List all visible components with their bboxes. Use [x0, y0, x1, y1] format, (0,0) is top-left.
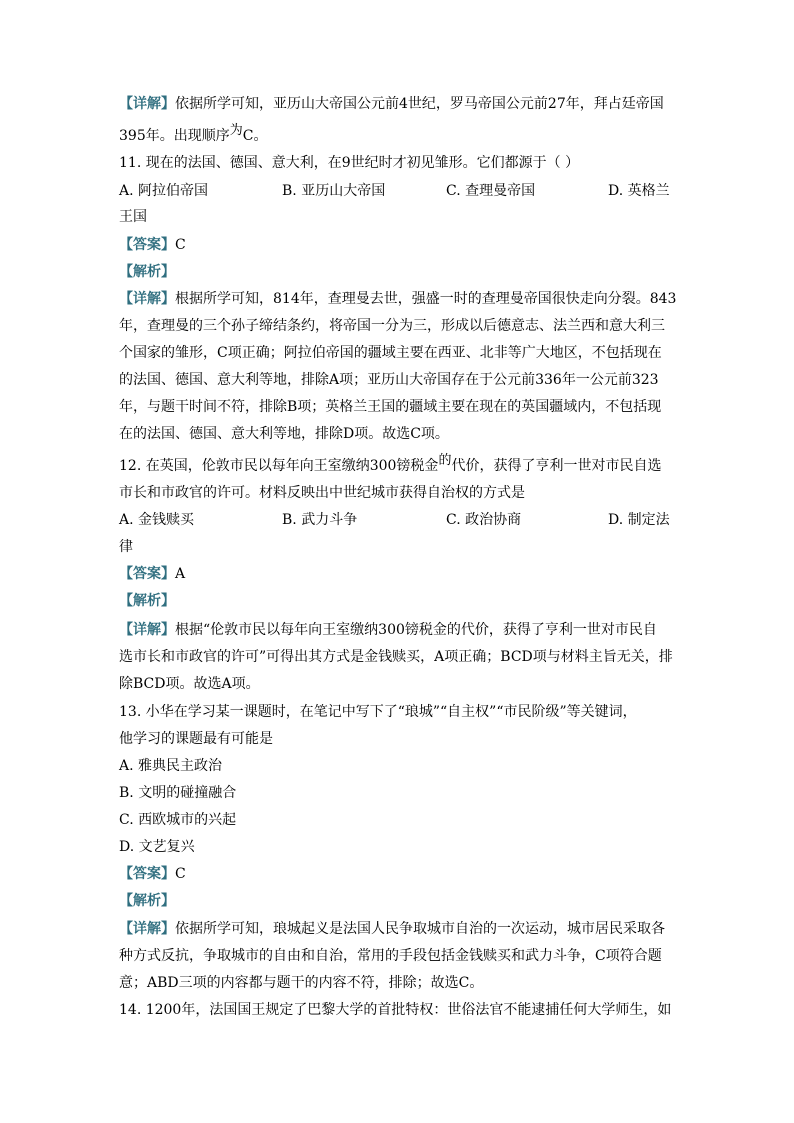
q11-detail-line-2: 年，查理曼的三个孙子缔结条约，将帝国一分为三，形成以后德意志、法兰西和意大利三 [119, 318, 665, 334]
q12-detail-line-2: 选市长和市政官的许可”可得出其方式是金钱赎买，A项正确；BCD项与材料主旨无关，排 [119, 649, 673, 665]
q11-stem: 11. 现在的法国、德国、意大利，在9世纪时才初见雏形。它们都源于（ ） [119, 155, 580, 171]
q11-answer: 【答案】C [119, 237, 186, 253]
q11-option-c: C. 查理曼帝国 [446, 183, 536, 199]
q13-option-c: C. 西欧城市的兴起 [119, 812, 237, 828]
q11-option-b: B. 亚历山大帝国 [282, 183, 386, 199]
q14-stem-line-1: 14. 1200年，法国国王规定了巴黎大学的首批特权：世俗法官不能逮捕任何大学师生，如 [119, 1002, 672, 1018]
q11-detail-line-6: 在的法国、德国、意大利等地，排除D项。故选C项。 [119, 426, 449, 442]
q12-option-b: B. 武力斗争 [282, 512, 358, 528]
q13-option-d: D. 文艺复兴 [119, 839, 195, 855]
q13-detail-line-1: 【详解】依据所学可知，琅城起义是法国人民争取城市自治的一次运动，城市居民采取各 [119, 921, 665, 937]
q13-detail-line-3: 意；ABD三项的内容都与题干的内容不符，排除；故选C。 [119, 975, 484, 991]
q12-detail-line-3: 除BCD项。故选A项。 [119, 676, 260, 692]
q12-stem-line-2: 市长和市政官的许可。材料反映出中世纪城市获得自治权的方式是 [119, 485, 525, 501]
q12-answer: 【答案】A [119, 566, 186, 582]
prev-detail-line-1: 【详解】依据所学可知，亚历山大帝国公元前4世纪，罗马帝国公元前27年，拜占廷帝国 [119, 96, 664, 112]
q13-analysis-tag: 【解析】 [119, 893, 175, 909]
q11-option-a: A. 阿拉伯帝国 [119, 183, 209, 199]
q13-answer: 【答案】C [119, 866, 186, 882]
prev-detail-line-2: 395年。出现顺序为C。 [119, 123, 268, 144]
q13-stem-line-2: 他学习的课题最有可能是 [119, 731, 273, 747]
answer-tag: 【答案】 [119, 237, 175, 253]
detail-tag: 【详解】 [119, 96, 175, 112]
q11-detail-line-1: 【详解】根据所学可知，814年，查理曼去世，强盛一时的查理曼帝国很快走向分裂。843 [119, 291, 677, 307]
q13-stem-line-1: 13. 小华在学习某一课题时，在笔记中写下了“琅城”“自主权”“市民阶级”等关键词， [119, 704, 637, 720]
q12-option-c: C. 政治协商 [446, 512, 522, 528]
q13-detail-line-2: 种方式反抗，争取城市的自由和自治，常用的手段包括金钱赎买和武力斗争，C项符合题 [119, 948, 662, 964]
q12-detail-line-1: 【详解】根据“伦敦市民以每年向王室缴纳300镑税金的代价，获得了亨利一世对市民自 [119, 622, 657, 638]
q11-analysis-tag: 【解析】 [119, 264, 175, 280]
q11-detail-line-3: 个国家的雏形，C项正确；阿拉伯帝国的疆域主要在西亚、北非等广大地区，不包括现在 [119, 345, 662, 361]
q13-option-a: A. 雅典民主政治 [119, 758, 223, 774]
q11-option-wrap: 王国 [119, 209, 147, 225]
q11-detail-line-4: 的法国、德国、意大利等地，排除A项；亚历山大帝国存在于公元前336年一公元前323 [119, 372, 659, 388]
q12-analysis-tag: 【解析】 [119, 593, 175, 609]
q13-option-b: B. 文明的碰撞融合 [119, 785, 237, 801]
q12-stem-line-1: 12. 在英国，伦敦市民以每年向王室缴纳300镑税金的代价，获得了亨利一世对市民自选 [119, 453, 662, 474]
q12-option-a: A. 金钱赎买 [119, 512, 195, 528]
q12-option-wrap: 律 [119, 539, 133, 555]
q11-detail-line-5: 年，与题干时间不符，排除B项；英格兰王国的疆域主要在现在的英国疆域内，不包括现 [119, 399, 662, 415]
q11-option-d: D. 英格兰 [608, 183, 670, 199]
q12-option-d: D. 制定法 [608, 512, 670, 528]
